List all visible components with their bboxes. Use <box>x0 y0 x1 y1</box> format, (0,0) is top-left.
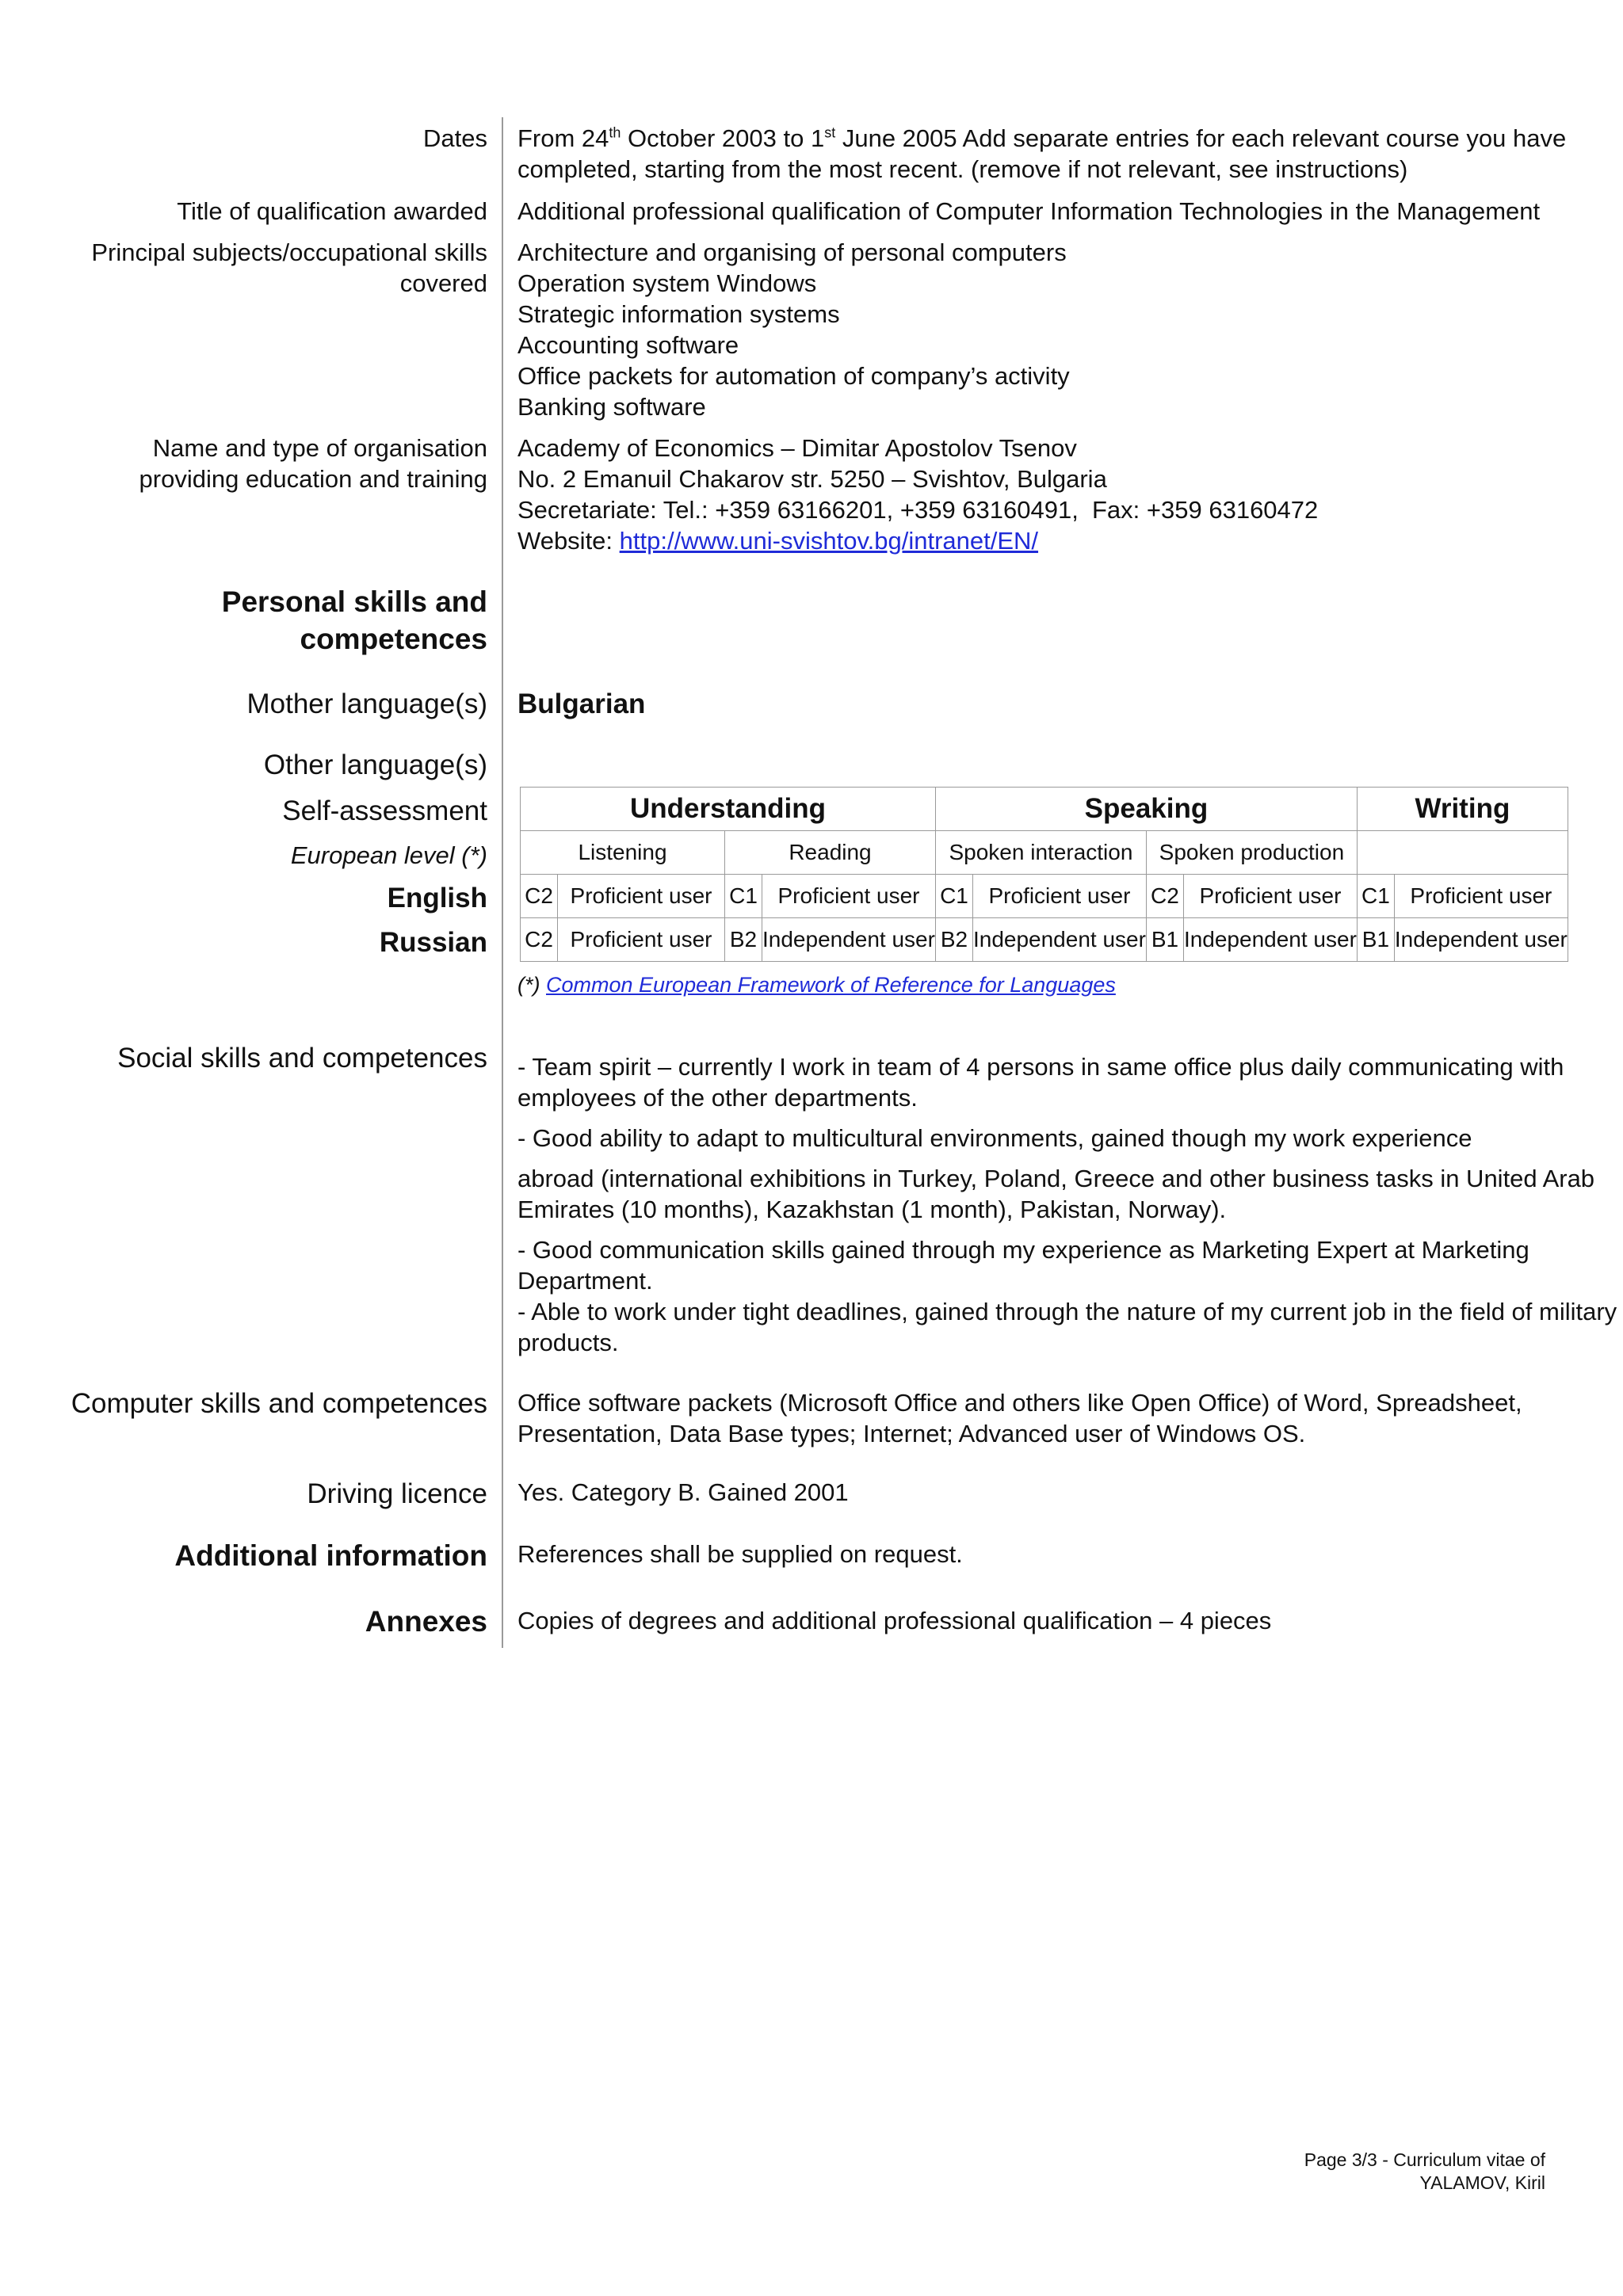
language-name-russian: Russian <box>379 927 487 958</box>
page-footer: Page 3/3 - Curriculum vitae of YALAMOV, Kiril <box>1304 2149 1545 2193</box>
additional-information-label: Additional information <box>174 1539 487 1572</box>
list-item: Accounting software <box>517 331 739 359</box>
table-header-understanding: Understanding <box>521 788 936 831</box>
table-subheader-reading: Reading <box>725 831 936 875</box>
website-link[interactable]: http://www.uni-svishtov.bg/intranet/EN/ <box>619 527 1039 555</box>
table-cell-desc: Independent user <box>1183 918 1357 962</box>
driving-licence-value: Yes. Category B. Gained 2001 <box>517 1478 849 1506</box>
table-cell-code: C1 <box>1357 875 1394 918</box>
table-cell-code: C1 <box>725 875 762 918</box>
table-cell-desc: Proficient user <box>972 875 1146 918</box>
column-divider <box>502 117 503 1648</box>
table-cell-code: C2 <box>1146 875 1183 918</box>
organisation-label: Name and type of organisation providing education and training <box>139 434 487 493</box>
table-header-speaking: Speaking <box>935 788 1357 831</box>
table-cell-code: C2 <box>521 918 558 962</box>
fax-number: Fax: +359 63160472 <box>1092 496 1319 524</box>
table-cell-desc: Proficient user <box>558 875 725 918</box>
dates-label: Dates <box>423 124 487 152</box>
table-cell-desc: Independent user <box>1394 918 1568 962</box>
table-row <box>521 918 1568 962</box>
driving-licence-label: Driving licence <box>307 1478 487 1509</box>
computer-skills-value: Office software packets (Microsoft Office and others like Open Office) of Word, Spreadsheet, Presentation, Data Base types; Internet; Advanced user of Windows OS. <box>517 1389 1522 1447</box>
table-subheader-empty <box>1357 831 1568 875</box>
annexes-label: Annexes <box>365 1605 487 1638</box>
qualification-value: Additional professional qualification of Computer Information Technologies in the Management <box>517 197 1541 225</box>
other-languages-label: Other language(s) <box>263 749 487 780</box>
list-item: Banking software <box>517 393 706 421</box>
list-item: Operation system Windows <box>517 269 817 297</box>
subjects-label: Principal subjects/occupational skills covered <box>91 238 487 297</box>
table-cell-desc: Proficient user <box>1183 875 1357 918</box>
table-subheader-spoken-production: Spoken production <box>1146 831 1357 875</box>
table-cell-desc: Proficient user <box>1394 875 1568 918</box>
table-subheader-listening: Listening <box>521 831 725 875</box>
cefr-footnote: (*) Common European Framework of Reference for Languages <box>517 973 1116 997</box>
table-row <box>521 875 1568 918</box>
section-heading-personal-skills: Personal skills and competences <box>221 585 487 655</box>
organisation-value: Academy of Economics – Dimitar Apostolov Tsenov No. 2 Emanuil Chakarov str. 5250 – Svishtov, Bulgaria Secretariate: Tel.: +359 63166201, +359 63160491, Fax: +359 63160472 Website: http://www.uni-svishtov.bg/intranet/EN/ <box>517 434 1319 555</box>
table-cell-code: B1 <box>1146 918 1183 962</box>
list-item: Architecture and organising of personal computers <box>517 238 1067 266</box>
social-skills-label: Social skills and competences <box>117 1043 487 1074</box>
cefr-link[interactable]: Common European Framework of Reference for Languages <box>546 973 1116 997</box>
annexes-value: Copies of degrees and additional professional qualification – 4 pieces <box>517 1607 1272 1634</box>
list-item: Office packets for automation of company’s activity <box>517 362 1070 390</box>
table-cell-desc: Proficient user <box>762 875 936 918</box>
table-subheader-spoken-interaction: Spoken interaction <box>935 831 1146 875</box>
table-cell-desc: Proficient user <box>558 918 725 962</box>
mother-language-value: Bulgarian <box>517 688 646 719</box>
table-cell-desc: Independent user <box>762 918 936 962</box>
qualification-label: Title of qualification awarded <box>177 197 487 225</box>
european-level-label: European level (*) <box>290 841 487 869</box>
computer-skills-label: Computer skills and competences <box>71 1388 487 1419</box>
language-skills-table <box>520 787 1568 962</box>
table-header-writing: Writing <box>1357 788 1568 831</box>
table-cell-code: B2 <box>725 918 762 962</box>
table-cell-code: B1 <box>1357 918 1394 962</box>
language-name-english: English <box>387 883 487 913</box>
social-skills-value: - Team spirit – currently I work in team of 4 persons in same office plus daily communicating with employees of the other departments. - Good ability to adapt to multicultural environments, gained though my work experience abroad (international exhibitions in Turkey, Poland, Greece and other business tasks in United Arab Emirates (10 months), Kazakhstan (1 month), Pakistan, Norway). - Good communication skills gained through my experience as Marketing Expert at Marketing Department. - Able to work under tight deadlines, gained through the nature of my current job in the field of military products. <box>517 1053 1617 1356</box>
table-cell-code: B2 <box>935 918 972 962</box>
mother-language-label: Mother language(s) <box>246 688 487 719</box>
subjects-list <box>517 237 1548 422</box>
table-cell-desc: Independent user <box>972 918 1146 962</box>
additional-information-value: References shall be supplied on request. <box>517 1540 963 1568</box>
self-assessment-label: Self-assessment <box>282 795 487 826</box>
table-cell-code: C2 <box>521 875 558 918</box>
dates-value: From 24th October 2003 to 1st June 2005 Add separate entries for each relevant course you have completed, starting from the most recent. (remove if not relevant, see instructions) <box>517 124 1567 183</box>
list-item: Strategic information systems <box>517 300 840 328</box>
table-cell-code: C1 <box>935 875 972 918</box>
